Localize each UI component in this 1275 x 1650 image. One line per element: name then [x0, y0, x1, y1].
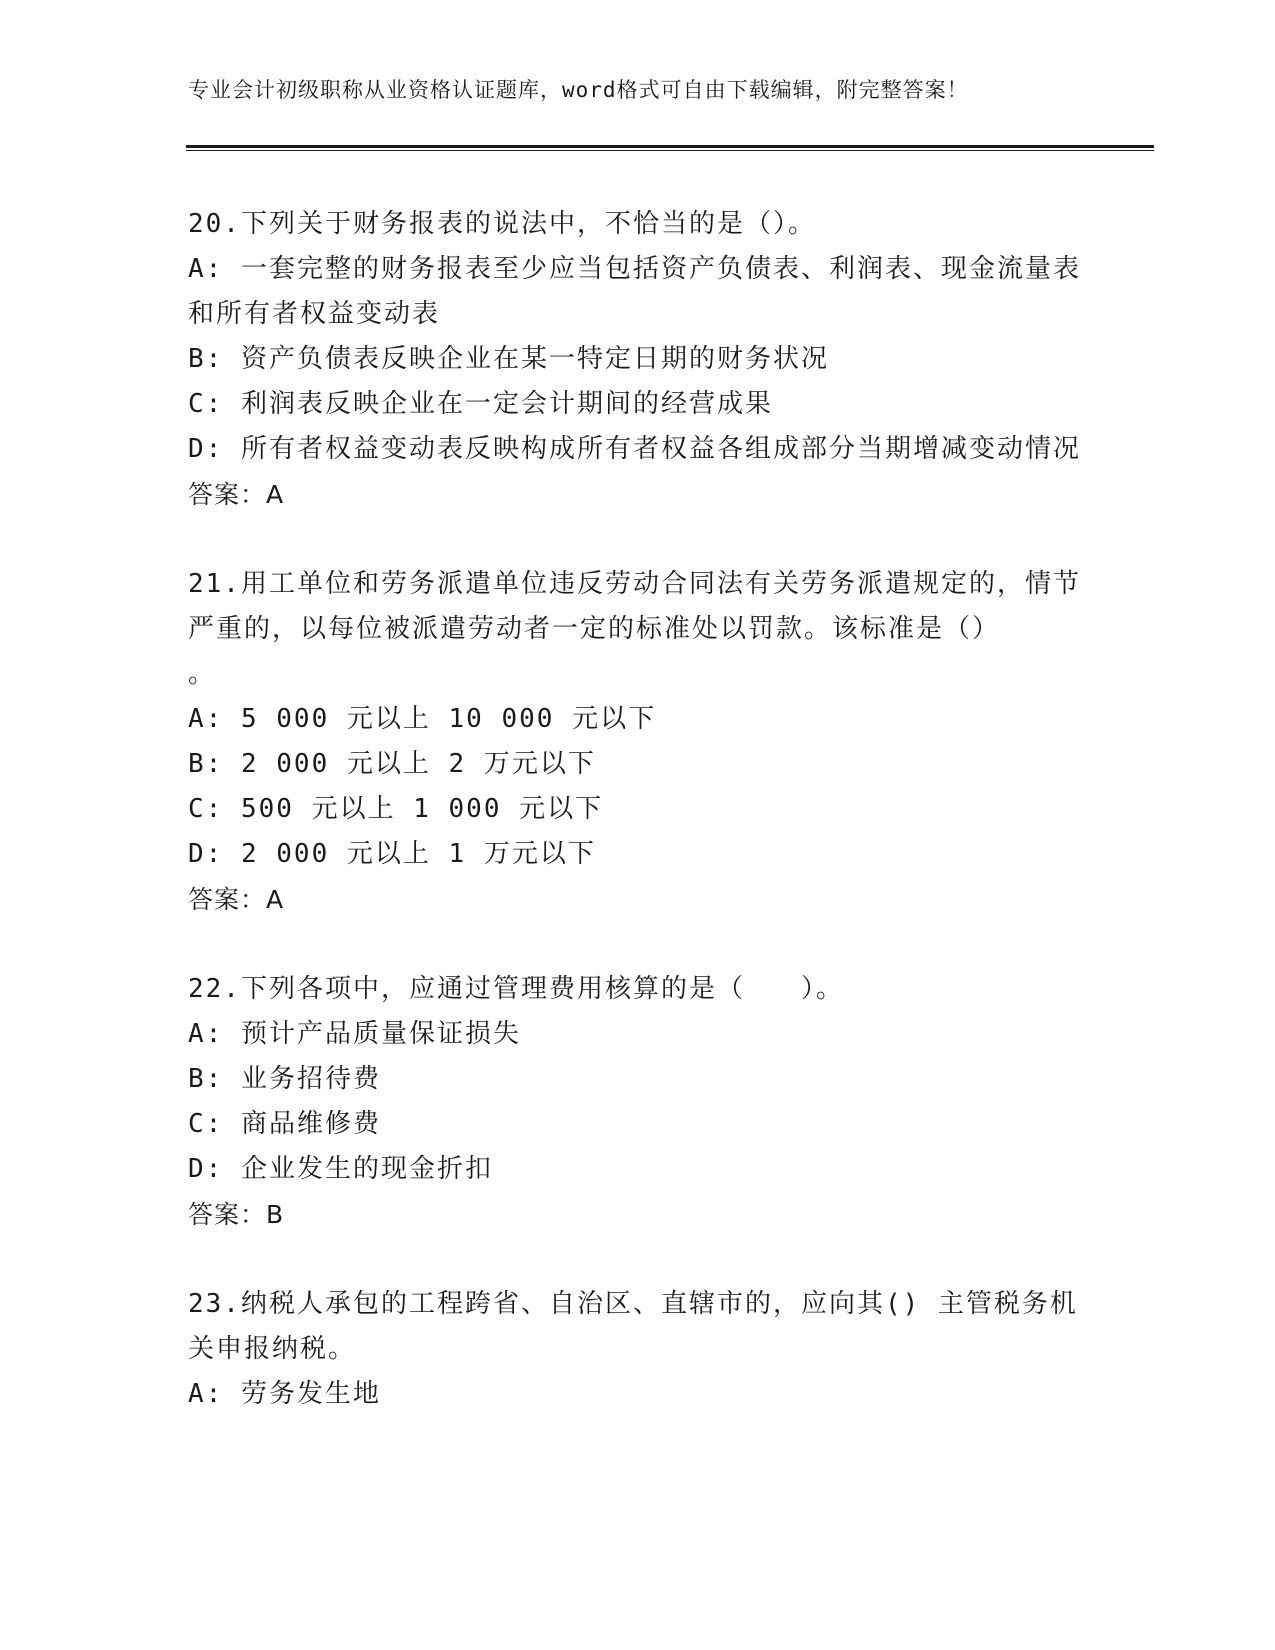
question-22 [188, 967, 1088, 1237]
page-header: 专业会计初级职称从业资格认证题库，word格式可自由下载编辑，附完整答案！ [188, 78, 969, 102]
option-d: D: 2 000 元以上 1 万元以下 [188, 839, 596, 869]
option-d: D: 企业发生的现金折扣 [188, 1154, 493, 1184]
option-b: B: 业务招待费 [188, 1064, 381, 1094]
option-a: A: 5 000 元以上 10 000 元以下 [188, 704, 657, 734]
option-c: C: 利润表反映企业在一定会计期间的经营成果 [188, 389, 773, 419]
question-text: 20.下列关于财务报表的说法中，不恰当的是（）。 [188, 209, 816, 239]
answer-line: 答案：A [188, 885, 285, 914]
header-rule-thin [186, 150, 1154, 151]
question-text: 23.纳税人承包的工程跨省、自治区、直辖市的，应向其() 主管税务机关申报纳税。 [188, 1289, 1078, 1364]
question-20 [188, 202, 1088, 517]
question-list [188, 202, 1088, 1462]
option-c: C: 500 元以上 1 000 元以下 [188, 794, 604, 824]
question-23 [188, 1282, 1088, 1417]
question-21 [188, 562, 1088, 922]
option-d: D: 所有者权益变动表反映构成所有者权益各组成部分当期增减变动情况 [188, 434, 1081, 464]
header-rule-thick [186, 145, 1154, 148]
question-text: 21.用工单位和劳务派遣单位违反劳动合同法有关劳务派遣规定的，情节严重的，以每位被派遣劳动者一定的标准处以罚款。该标准是（） 。 [188, 569, 1081, 689]
option-a: A: 预计产品质量保证损失 [188, 1019, 521, 1049]
option-b: B: 2 000 元以上 2 万元以下 [188, 749, 596, 779]
answer-line: 答案：B [188, 1200, 285, 1229]
option-a: A: 一套完整的财务报表至少应当包括资产负债表、利润表、现金流量表和所有者权益变动表 [188, 254, 1081, 329]
answer-line: 答案：A [188, 480, 285, 509]
option-c: C: 商品维修费 [188, 1109, 381, 1139]
option-b: B: 资产负债表反映企业在某一特定日期的财务状况 [188, 344, 829, 374]
option-a: A: 劳务发生地 [188, 1379, 381, 1409]
question-text: 22.下列各项中，应通过管理费用核算的是（ ）。 [188, 974, 844, 1004]
